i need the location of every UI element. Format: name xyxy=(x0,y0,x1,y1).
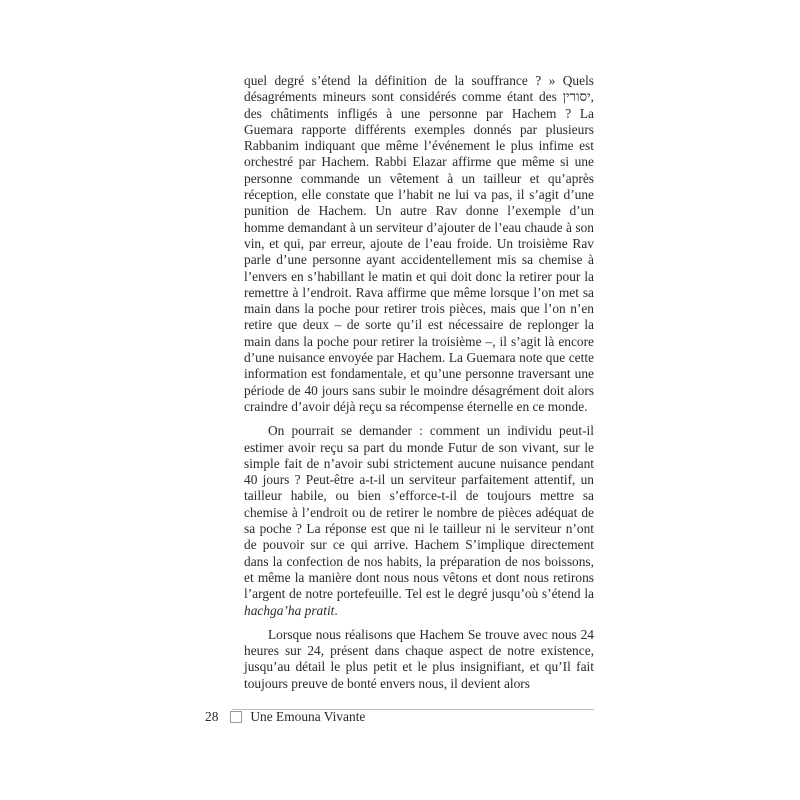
paragraph-3-text: Lorsque nous réalisons que Hachem Se trouve avec nous 24 heures sur 24, présent dans chaque aspect de notre existence, jusqu’au détail le plus petit et le plus insignifiant, et qu’Il fait toujours preuve de bonté envers nous, il devient alors xyxy=(244,626,594,691)
paragraph-2 xyxy=(244,423,594,619)
square-ornament-icon xyxy=(230,711,242,723)
italic-term: hachga’ha pratit xyxy=(244,602,335,618)
page-footer xyxy=(205,708,365,726)
hebrew-term: יסורין xyxy=(562,89,591,105)
paragraph-1 xyxy=(244,73,594,415)
paragraph-1-text-start: quel degré s’étend la définition de la souffrance ? » Quels désagréments mineurs sont considérés comme étant des xyxy=(244,73,594,105)
paragraph-2-text: On pourrait se demander : comment un individu peut-il estimer avoir reçu sa part du monde Futur de son vivant, sur le simple fait de n’avoir subi strictement aucune nuisance pendant 40 jours ? Peut-être a-t-il un serviteur parfaitement attentif, un tailleur habile, ou bien s’efforce-t-il de toujours mettre sa chemise à l’endroit ou de retirer le nombre de pièces adéquat de sa poche ? La réponse est que ni le tailleur ni le serviteur n’ont de pouvoir sur ce qui arrive. Hachem S’implique directement dans la confection de nos habits, la préparation de nos boissons, et même la manière dont nous nous vêtons et dont nous retirons l’argent de notre portefeuille. Tel est le degré jusqu’où s’étend la xyxy=(244,423,594,602)
paragraph-3 xyxy=(244,627,594,692)
paragraph-2-end: . xyxy=(334,602,338,618)
body-text xyxy=(244,73,594,700)
page-number: 28 xyxy=(205,709,219,724)
book-title: Une Emouna Vivante xyxy=(250,709,366,724)
paragraph-1-text-end: , des châtiments infligés à une personne par Hachem ? La Guemara rapporte différents exemples donnés par plusieurs Rabbanim indiquant que même l’événement le plus infime est orchestré par Hachem. Rabbi Elazar affirme que même si une personne commande un vêtement à un tailleur et qu’après réception, elle constate que l’habit ne lui va pas, il s’agit d’une punition de Hachem. Un autre Rav donne l’exemple d’un homme demandant à un serviteur d’ajouter de l’eau chaude à son vin, et qui, par erreur, ajoute de l’eau froide. Un troisième Rav parle d’une personne ayant accidentellement mis sa chemise à l’envers en s’habillant le matin et qui doit donc la retirer pour la remettre à l’endroit. Rava affirme que même lorsque l’on met sa main dans la poche pour retirer trois pièces, mais que l’on n’en retire que deux – de sorte qu’il est nécessaire de replonger la main dans la poche pour retirer la troisième –, il s’agit là encore d’une nuisance envoyée par Hachem. La Guemara note que cette information est fondamentale, et qu’une personne traversant une période de 40 jours sans subir le moindre désagrément doit alors craindre d’avoir déjà reçu sa récompense éternelle en ce monde. xyxy=(244,89,594,414)
